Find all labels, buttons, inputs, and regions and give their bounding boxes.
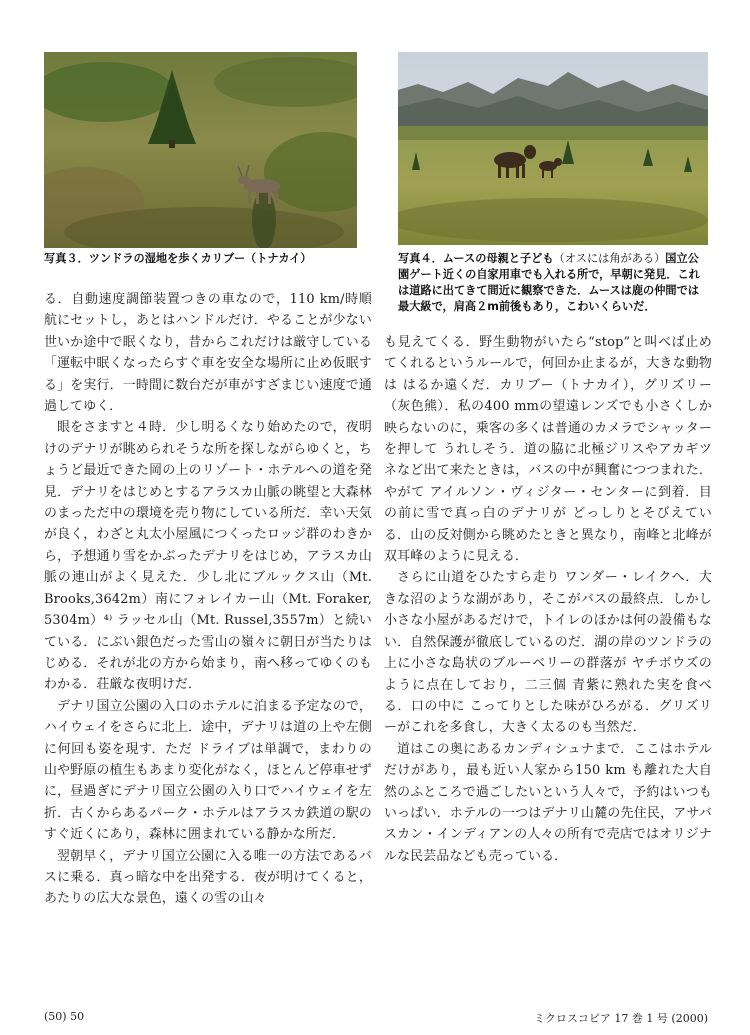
photo-moose xyxy=(398,52,708,245)
paragraph: 眼をさますと４時．少し明るくなり始めたので，夜明けのデナリが眺められそうな所を探しながらゆくと，ちょうど最近できた岡の上のリゾート・ホテルへの道を発見．デナリをはじめとするアラスカ山脈の眺望と大森林のまっただ中の環境を売り物にしている所だ．幸い天気が良く，わざと丸太小屋風につくったロッジ群のわきから，予想通り雪をかぶったデナリをはじめ，アラスカ山脈の連山がよく見えた．少し北にブルックス山（Mt. Brooks,3642m）南にフォレイカー山（Mt. Foraker, 5304m）⁴⁾ ラッセル山（Mt. Russel,3557m）と続いている．にぶい銀色だった雪山の嶺々に朝日が当たりはじめる．それが北の方から始まり，南へ移ってゆくのもわかる．荘厳な夜明けだ． xyxy=(44,420,372,693)
photo-caribou xyxy=(44,52,357,248)
right-column xyxy=(384,332,712,867)
paragraph: も見えてくる．野生動物がいたら“stop”と叫べば止めてくれるというルールで，何回か止まるが，大きな動物は はるか遠くだ．カリブー（トナカイ），グリズリー（灰色熊）．私の400 mmの望遠レンズでも小さくしか映らないのに，乗客の多くは普通のカメラでシャッターを押して うれしそう．道の脇に北極ジリスやアカギツネなど出て来たときは，バスの中が興奮につつまれた．やがて アイルソン・ヴィジター・センターに到着．目の前に雪で真っ白のデナリが どっしりとそびえている．山の反対側から眺めたときと異なり，南峰と北峰が双耳峰のように見える． xyxy=(384,335,712,565)
paragraph: 道はこの奥にあるカンディシュナまで．ここはホテルだけがあり，最も近い人家から150 km も離れた大自然のふところで過ごしたいという人々で，予約はいつもいっぱい．ホテルの一つはデナリ山麓の先住民，アサバスカン・インディアンの人々の所有で売店ではオリジナルな民芸品なども売っている． xyxy=(384,741,712,864)
journal-info: ミクロスコピア 17 巻 1 号 (2000) xyxy=(533,1012,708,1025)
photo4-caption-body: 国立公園ゲート近くの自家用車でも入れる所で，早朝に発見．これは道路に出てきて間近に観察できた．ムースは鹿の仲間では最大級で，肩高２m前後もあり，こわいくらいだ． xyxy=(398,252,700,313)
paragraph: る．自動速度調節装置つきの車なので，110 km/時順航にセットし，あとはハンドルだけ．やることが少ない世いか途中で眠くなり，昔からこれだけは厳守している「運転中眠くなったらすぐ車を安全な場所に止め仮眠する」を実行．一時間に数台だが車がすざまじい速度で通過してゆく． xyxy=(44,292,372,415)
page-number: (50) 50 xyxy=(44,1010,85,1023)
paragraph: 翌朝早く，デナリ国立公園に入る唯一の方法であるバスに乗る．真っ暗な中を出発する．夜が明けてくると，あたりの広大な景色，遠くの雪の山々 xyxy=(44,848,372,907)
paragraph: さらに山道をひたすら走り ワンダー・レイクへ．大きな沼のような湖があり，そこがバスの最終点．しかし小さな小屋があるだけで，トイレのほかは何の設備もない．自然保護が徹底しているのだ．湖の岸のツンドラの上に小さな島状のブルーベリーの群落が ヤチボウズのように点在しており，二三個 青紫に熟れた実を食べる．口の中に こってりとした味がひろがる．グリズリーがこれを多食し，大きく太るのも当然だ． xyxy=(384,570,712,736)
paragraph: デナリ国立公園の入口のホテルに泊まる予定なので，ハイウェイをさらに北上．途中，デナリは道の上や左側に何回も姿を現す．ただ ドライブは単調で，まわりの山や野原の植生もあまり変化がなく，ほとんど停車せずに，昼過ぎにデナリ国立公園の入り口でハイウェイを左折．古くからあるパーク・ホテルはアラスカ鉄道の駅のすぐ近くにあり，森林に囲まれている静かな所だ． xyxy=(44,698,372,843)
photo4-caption-paren: （オスには角がある） xyxy=(553,252,666,265)
photo4-caption-lead: 写真４．ムースの母親と子ども xyxy=(398,252,554,265)
photo4-caption xyxy=(398,251,710,315)
left-column xyxy=(44,289,372,910)
photo3-caption: 写真３．ツンドラの湿地を歩くカリブー（トナカイ） xyxy=(44,252,312,265)
